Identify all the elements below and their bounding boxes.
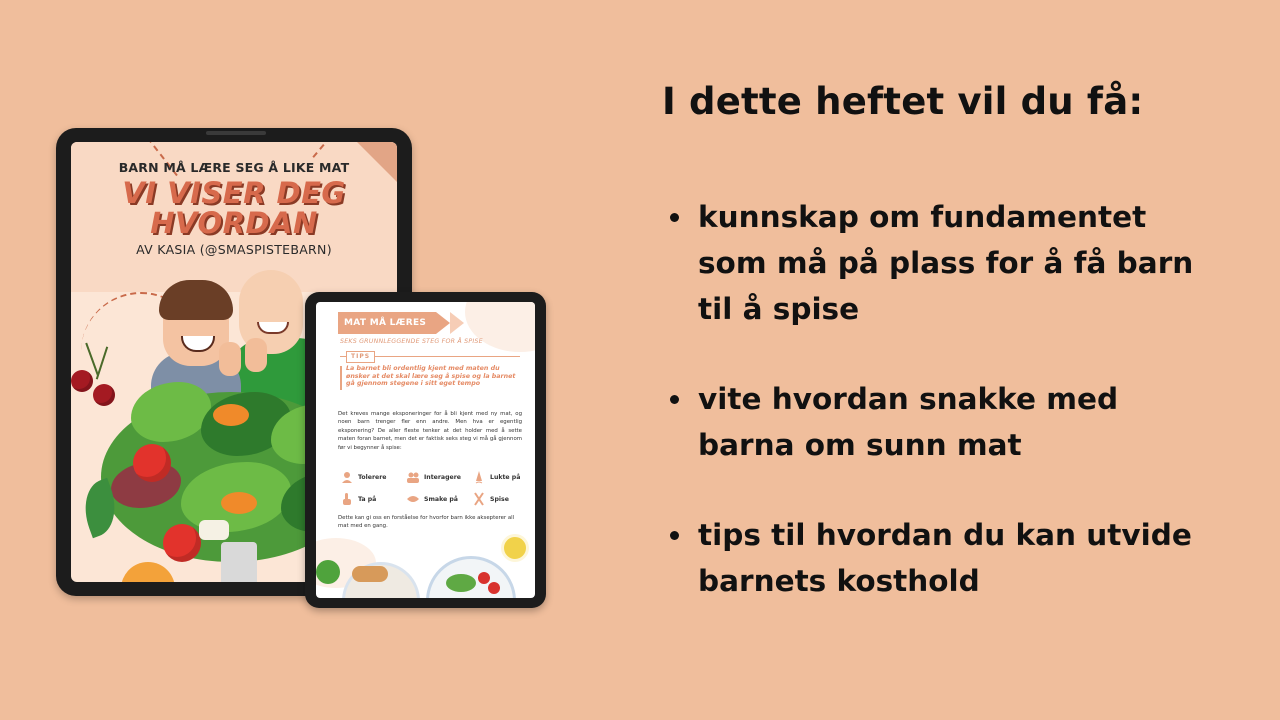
step-item (472, 470, 520, 484)
tomato (133, 444, 171, 482)
step-label: Smake på (424, 495, 458, 503)
page-body: Det kreves mange eksponeringer for å bli kjent med ny mat, og noen barn trenger fler enn andre. Men hva er egentlig eksponering? De aller fleste tenker at det holder med å sette maten foran barnet, men det er faktisk seks steg vi må gå gjennom før vi begynner å spise: (338, 411, 522, 451)
tips-label: TIPS (346, 351, 375, 363)
cover-title-line2: HVORDAN (150, 206, 318, 240)
boy-smile (181, 336, 215, 352)
cover-title-line1: VI VISER DEG (122, 176, 346, 210)
touch-icon (340, 492, 354, 506)
step-item (340, 492, 376, 506)
carrot-slice (221, 492, 257, 514)
step-label: Tolerere (358, 473, 387, 481)
taste-icon (406, 492, 420, 506)
cover-author: AV KASIA (@SMASPISTEBARN) (136, 242, 332, 257)
step-label: Interagere (424, 473, 461, 481)
cheese-cube (199, 520, 229, 540)
tips-accent-bar (340, 366, 342, 390)
fork-knife-icon (472, 492, 486, 506)
step-item (406, 492, 458, 506)
benefit-item (664, 194, 1224, 332)
bullet-icon (670, 395, 679, 404)
thumbs-up-icon (245, 338, 267, 372)
orange-slice (121, 562, 175, 582)
chicken-illustration (352, 566, 388, 582)
thumbs-up-icon (219, 342, 241, 376)
step-label: Spise (490, 495, 509, 503)
benefit-text: kunnskap om fundamentet som må på plass for å få barn til å spise (698, 200, 1194, 326)
benefit-item (664, 512, 1224, 604)
step-item (406, 470, 461, 484)
tolerate-icon (340, 470, 354, 484)
page-screen (316, 302, 535, 598)
page-subtitle: SEKS GRUNNLEGGENDE STEG FOR Å SPISE (340, 338, 483, 345)
benefit-text: tips til hvordan du kan utvide barnets kosthold (698, 518, 1192, 598)
benefit-text: vite hvordan snakke med barna om sunn mat (698, 382, 1119, 462)
greens-illustration (316, 560, 340, 584)
tablet-camera (206, 131, 266, 135)
tips-text: La barnet bli ordentlig kjent med maten du ønsker at det skal lære seg å spise og la barnet gå gjennom stegene i sitt eget tempo (346, 365, 516, 387)
headline: I dette heftet vil du få: (662, 80, 1144, 123)
ribbon-arrow (450, 312, 464, 334)
tablet-page-mockup (305, 292, 546, 608)
smell-icon (472, 470, 486, 484)
cover-eyebrow: BARN MÅ LÆRE SEG Å LIKE MAT (118, 160, 350, 175)
tomato (163, 524, 201, 562)
cover-title (71, 178, 397, 238)
tomato (488, 582, 500, 594)
page-ribbon: MAT MÅ LÆRES (338, 312, 436, 334)
step-label: Lukte på (490, 473, 521, 481)
ribbon-arrow (436, 312, 450, 334)
boy-hair (159, 280, 233, 320)
benefit-list (664, 194, 1224, 648)
step-item (340, 470, 386, 484)
tomato (478, 572, 490, 584)
step-item (472, 492, 509, 506)
page-footer-text: Dette kan gi oss en forståelse for hvorfor barn ikke aksepterer all mat med en gang. (338, 515, 515, 530)
carrot-slice (213, 404, 249, 426)
fork (221, 542, 257, 582)
girl-smile (257, 322, 289, 334)
bullet-icon (670, 213, 679, 222)
benefit-item (664, 376, 1224, 468)
cherry (93, 384, 115, 406)
step-label: Ta på (358, 495, 377, 503)
greens-illustration (446, 574, 476, 592)
bullet-icon (670, 531, 679, 540)
cherry (71, 370, 93, 392)
egg-illustration (501, 534, 529, 562)
interact-icon (406, 470, 420, 484)
